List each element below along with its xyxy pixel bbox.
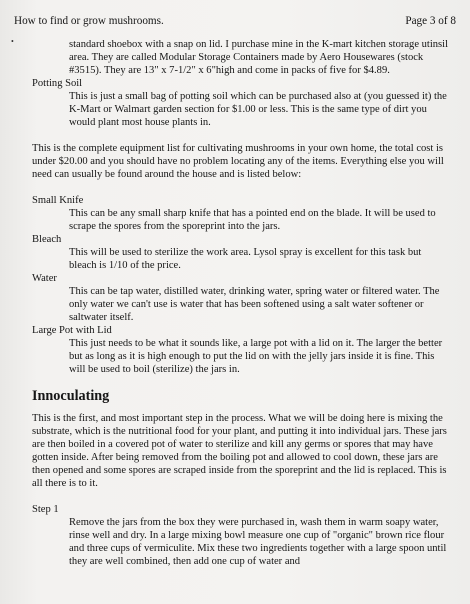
term-potting-soil: Potting Soil bbox=[32, 78, 83, 89]
term-large-pot: Large Pot with Lid bbox=[32, 325, 112, 336]
potting-soil-description: This is just a small bag of potting soil which can be purchased also at (you guessed it) the K-Mart or Walmart garden section for $1.00 or less. This is the same type of dirt you would plant most house plants in. bbox=[69, 91, 447, 128]
margin-mark: • bbox=[11, 37, 14, 46]
term-bleach: Bleach bbox=[32, 234, 62, 245]
term-small-knife: Small Knife bbox=[32, 195, 84, 206]
section-heading: Innoculating bbox=[32, 388, 110, 404]
equipment-intro-paragraph: This is the complete equipment list for cultivating mushrooms in your own home, the total cost is under $20.00 and you should have no problem locating any of the items. Everything else you will need can usually be found around the house and is listed below: bbox=[32, 143, 444, 180]
water-description: This can be tap water, distilled water, drinking water, spring water or filtered water. The only water we can't use is water that has been softened using a salt water softener or saltwater itself. bbox=[69, 286, 440, 323]
page-number: Page 3 of 8 bbox=[405, 15, 456, 27]
step-1-label: Step 1 bbox=[32, 504, 59, 515]
innoculating-paragraph: This is the first, and most important step in the process. What we will be doing here is mixing the substrate, which is the nutritional food for your plant, and putting it into individual jars. These jars are then boiled in a covered pot of water to sterilize and kill any germs or spores that may have gotten inside. After being removed from the boiling pot and allowed to cool down, these jars are then opened and some spores are scraped inside from the sporeprint and the lid is replaced. This is all there is to it. bbox=[32, 413, 447, 489]
page-header bbox=[14, 15, 456, 27]
bleach-description: This will be used to sterilize the work area. Lysol spray is excellent for this task but bleach is 1/10 of the price. bbox=[69, 247, 422, 271]
document-body bbox=[32, 38, 448, 568]
document-title: How to find or grow mushrooms. bbox=[14, 15, 164, 27]
small-knife-description: This can be any small sharp knife that has a pointed end on the blade. It will be used to scrape the spores from the sporeprint into the jars. bbox=[69, 208, 436, 232]
shoebox-paragraph: standard shoebox with a snap on lid. I purchase mine in the K-mart kitchen storage utinsil area. They are called Modular Storage Containers made by Aero Housewares (stock #3515). They are 13" x 7-1/2" x 6"high and come in packs of five for $4.89. bbox=[69, 39, 449, 76]
large-pot-description: This just needs to be what it sounds like, a large pot with a lid on it. The larger the better but as long as it is high enough to put the lid on with the jelly jars inside it is fine. This will be used to boil (sterilize) the jars in. bbox=[69, 338, 443, 375]
term-water: Water bbox=[32, 273, 57, 284]
step-1-description: Remove the jars from the box they were purchased in, wash them in warm soapy water, rinse well and dry. In a large mixing bowl measure one cup of "organic" brown rice flour and three cups of vermiculite. Mix these two ingredients together with a large spoon until they are well combined, then add one cup of water and bbox=[69, 517, 447, 567]
